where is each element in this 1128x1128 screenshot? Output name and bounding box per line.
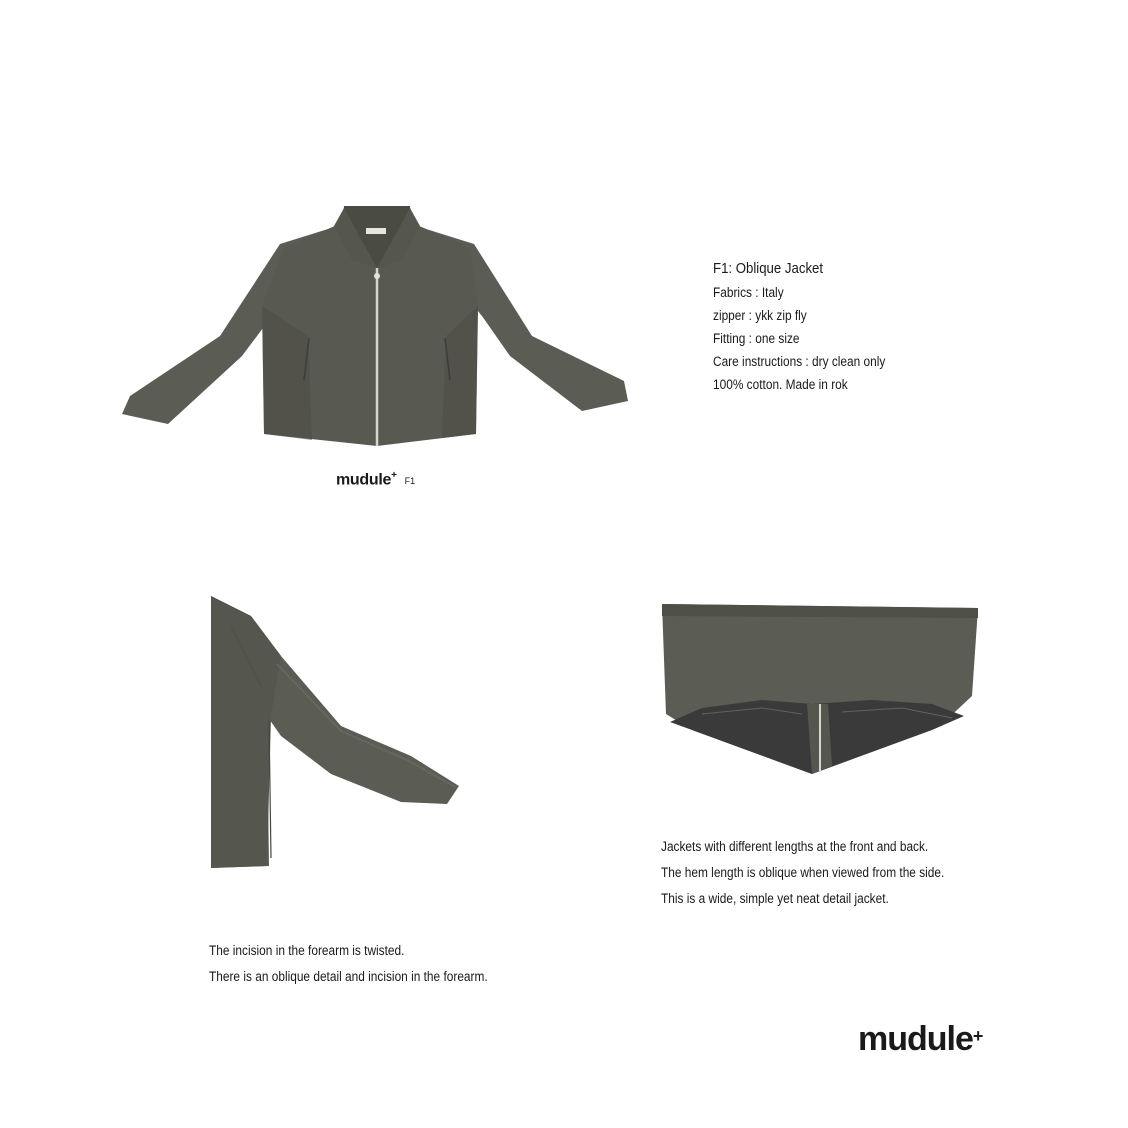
hem-caption-line: Jackets with different lengths at the front and back. xyxy=(661,839,929,854)
spec-fabrics: Fabrics : Italy xyxy=(713,285,784,300)
hem-detail-photo xyxy=(662,604,978,776)
sleeve-caption-line: There is an oblique detail and incision in the forearm. xyxy=(209,969,488,984)
hem-caption-line: The hem length is oblique when viewed from the side. xyxy=(661,865,945,880)
sleeve-detail-photo xyxy=(211,596,461,871)
sleeve-caption-line: The incision in the forearm is twisted. xyxy=(209,943,405,958)
product-specs xyxy=(713,260,909,400)
jacket-front-photo xyxy=(112,196,642,466)
hem-detail-caption xyxy=(661,834,983,912)
spec-material: 100% cotton. Made in rok xyxy=(713,377,848,392)
product-code: F1 xyxy=(404,476,416,487)
brand-logo: mudule+ xyxy=(858,1020,984,1058)
front-photo-caption xyxy=(336,470,415,489)
sleeve-detail-caption xyxy=(209,938,526,990)
brand-logo-small: mudule+ xyxy=(336,470,397,489)
product-title: F1: Oblique Jacket xyxy=(713,260,824,277)
spec-fitting: Fitting : one size xyxy=(713,331,800,346)
spec-zipper: zipper : ykk zip fly xyxy=(713,308,807,323)
hem-caption-line: This is a wide, simple yet neat detail jacket. xyxy=(661,891,889,906)
spec-care: Care instructions : dry clean only xyxy=(713,354,886,369)
